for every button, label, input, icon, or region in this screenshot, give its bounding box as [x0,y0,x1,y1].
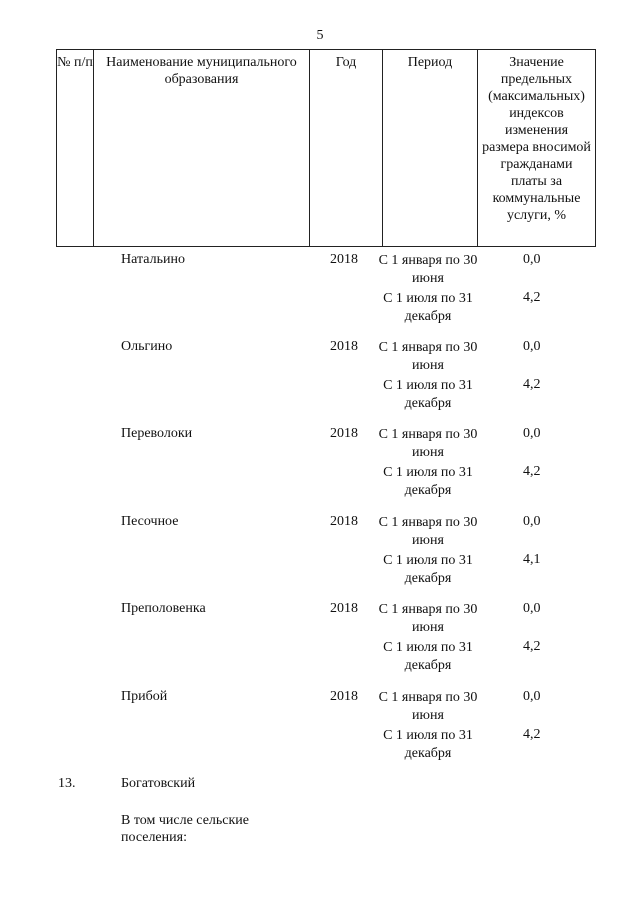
row-period [378,339,478,413]
header-num: № п/п [57,55,93,70]
row-year: 2018 [330,339,358,354]
header-value: Значение предельных (максимальных) индексов изменения размера вносимой гражданами платы за коммунальные услуги, % [477,50,595,246]
row-name: Преполовенка [121,601,206,616]
table-row [0,426,640,506]
section-name: Богатовский [121,776,196,791]
value-first-half: 0,0 [523,426,541,441]
table-row [0,514,640,594]
row-period [378,426,478,500]
period-first-half: С 1 января по 30 июня [378,340,478,373]
value-first-half: 0,0 [523,252,541,267]
period-first-half: С 1 января по 30 июня [378,690,478,723]
table-row [0,339,640,419]
value-second-half: 4,2 [523,727,541,742]
period-first-half: С 1 января по 30 июня [378,253,478,286]
row-name: Натальино [121,252,185,267]
row-name: Переволоки [121,426,193,441]
section-number: 13. [58,776,76,791]
period-second-half: С 1 июля по 31 декабря [383,728,473,761]
row-year: 2018 [330,252,358,267]
period-second-half: С 1 июля по 31 декабря [383,553,473,586]
value-second-half: 4,2 [523,377,541,392]
period-first-half: С 1 января по 30 июня [378,515,478,548]
value-second-half: 4,2 [523,290,541,305]
row-period [378,514,478,588]
row-name: Песочное [121,514,179,529]
value-second-half: 4,2 [523,639,541,654]
period-second-half: С 1 июля по 31 декабря [383,291,473,324]
table-row [0,252,640,332]
value-first-half: 0,0 [523,601,541,616]
period-first-half: С 1 января по 30 июня [378,427,478,460]
row-year: 2018 [330,426,358,441]
table-row [0,689,640,769]
page-number: 5 [316,28,324,43]
row-year: 2018 [330,601,358,616]
section-note: В том числе сельские поселения: [121,813,250,845]
row-year: 2018 [330,689,358,704]
period-second-half: С 1 июля по 31 декабря [383,378,473,411]
row-period [378,252,478,326]
row-year: 2018 [330,514,358,529]
value-first-half: 0,0 [523,514,541,529]
header-year: Год [309,50,382,246]
row-period [378,689,478,763]
header-period: Период [382,50,477,246]
table-row [0,601,640,681]
value-second-half: 4,1 [523,552,541,567]
value-first-half: 0,0 [523,689,541,704]
row-name: Ольгино [121,339,173,354]
value-second-half: 4,2 [523,464,541,479]
period-first-half: С 1 января по 30 июня [378,602,478,635]
period-second-half: С 1 июля по 31 декабря [383,640,473,673]
header-name: Наименование муниципального образования [93,50,309,246]
period-second-half: С 1 июля по 31 декабря [383,465,473,498]
row-period [378,601,478,675]
table-header [56,49,596,247]
row-name: Прибой [121,689,168,704]
value-first-half: 0,0 [523,339,541,354]
